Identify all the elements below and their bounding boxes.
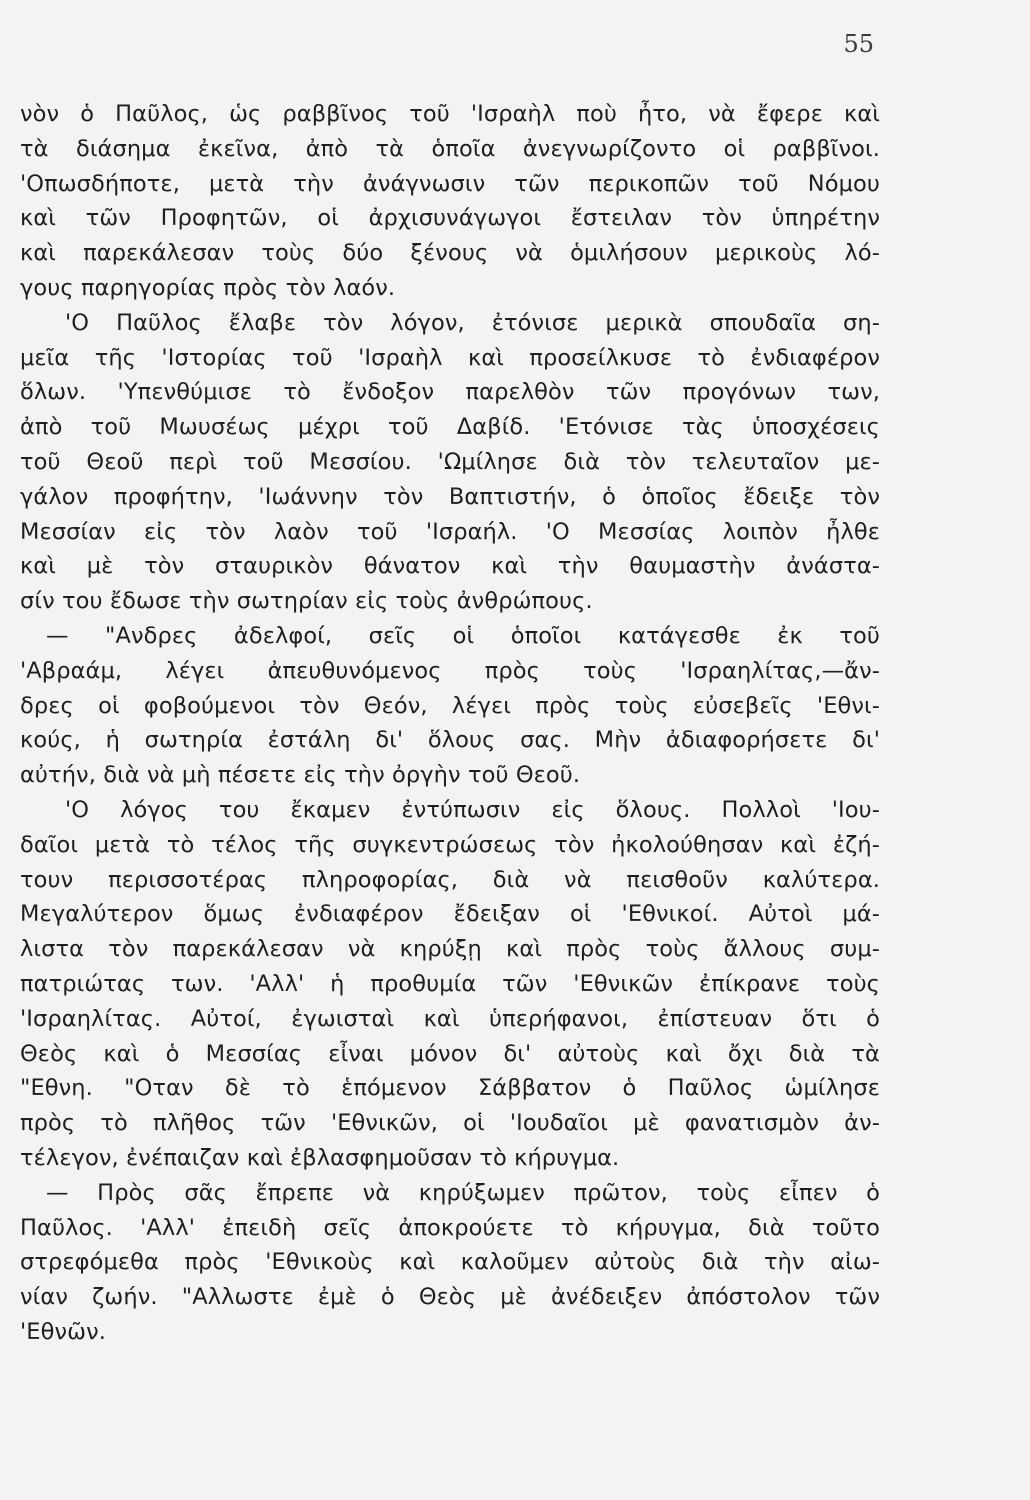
text-line: — "Ανδρες ἀδελφοί, σεῖς οἱ ὁποῖοι κατάγεσθε ἐκ τοῦ (46, 622, 880, 649)
text-line: καὶ παρεκάλεσαν τοὺς δύο ξένους νὰ ὁμιλήσουν μερικοὺς λό- (20, 240, 880, 267)
text-line: κούς, ἡ σωτηρία ἐστάλη δι' ὅλους σας. Μὴν ἀδιαφορήσετε δι' (20, 727, 880, 754)
text-line: νὸν ὁ Παῦλος, ὡς ραββῖνος τοῦ 'Ισραὴλ ποὺ ἦτο, νὰ ἔφερε καὶ (20, 101, 880, 127)
text-line: 'Ο Παῦλος ἔλαβε τὸν λόγον, ἐτόνισε μερικὰ σπουδαῖα ση- (65, 309, 880, 336)
text-line: 'Εθνῶν. (20, 1318, 106, 1345)
text-line: νίαν ζωήν. "Αλλωστε ἐμὲ ὁ Θεὸς μὲ ἀνέδειξεν ἀπόστολον τῶν (20, 1284, 880, 1311)
text-line: 'Ισραηλίτας. Αὐτοί, ἐγωισταὶ καὶ ὑπερήφανοι, ἐπίστευαν ὅτι ὁ (20, 1005, 880, 1032)
text-line: Παῦλος. 'Αλλ' ἐπειδὴ σεῖς ἀποκρούετε τὸ κήρυγμα, διὰ τοῦτο (20, 1214, 880, 1241)
text-line: Μεσσίαν εἰς τὸν λαὸν τοῦ 'Ισραήλ. 'Ο Μεσσίας λοιπὸν ἦλθε (20, 518, 880, 545)
text-line: τὰ διάσημα ἐκεῖνα, ἀπὸ τὰ ὁποῖα ἀνεγνωρίζοντο οἱ ραββῖνοι. (20, 135, 880, 162)
page-number: 55 (843, 30, 874, 58)
text-line: γάλον προφήτην, 'Ιωάννην τὸν Βαπτιστήν, ὁ ὁποῖος ἔδειξε τὸν (20, 483, 880, 510)
text-line: Μεγαλύτερον ὅμως ἐνδιαφέρον ἔδειξαν οἱ 'Εθνικοί. Αὐτοὶ μά- (20, 901, 880, 928)
text-line: — Πρὸς σᾶς ἔπρεπε νὰ κηρύξωμεν πρῶτον, τοὺς εἶπεν ὁ (46, 1179, 880, 1206)
text-line: ὅλων. 'Υπενθύμισε τὸ ἔνδοξον παρελθὸν τῶν προγόνων των, (20, 379, 880, 406)
text-line: πρὸς τὸ πλῆθος τῶν 'Εθνικῶν, οἱ 'Ιουδαῖοι μὲ φανατισμὸν ἀν- (20, 1110, 880, 1137)
text-line: δρες οἱ φοβούμενοι τὸν Θεόν, λέγει πρὸς τοὺς εὐσεβεῖς 'Εθνι- (20, 692, 880, 719)
text-line: τουν περισσοτέρας πληροφορίας, διὰ νὰ πεισθοῦν καλύτερα. (20, 866, 880, 893)
text-line: 'Αβραάμ, λέγει ἀπευθυνόμενος πρὸς τοὺς 'Ισραηλίτας,—ἄν- (20, 657, 880, 684)
body-text (20, 97, 880, 1350)
text-line: τοῦ Θεοῦ περὶ τοῦ Μεσσίου. 'Ωμίλησε διὰ τὸν τελευταῖον με- (20, 448, 880, 475)
text-line: στρεφόμεθα πρὸς 'Εθνικοὺς καὶ καλοῦμεν αὐτοὺς διὰ τὴν αἰω- (20, 1249, 880, 1276)
text-line: 'Οπωσδήποτε, μετὰ τὴν ἀνάγνωσιν τῶν περικοπῶν τοῦ Νόμου (20, 170, 880, 197)
text-line: δαῖοι μετὰ τὸ τέλος τῆς συγκεντρώσεως τὸν ἠκολούθησαν καὶ ἐζή- (20, 831, 880, 858)
text-line: γους παρηγορίας πρὸς τὸν λαόν. (20, 274, 396, 301)
text-line: Θεὸς καὶ ὁ Μεσσίας εἶναι μόνον δι' αὐτοὺς καὶ ὄχι διὰ τὰ (20, 1040, 880, 1067)
text-line: σίν του ἔδωσε τὴν σωτηρίαν εἰς τοὺς ἀνθρώπους. (20, 588, 593, 615)
text-line: καὶ μὲ τὸν σταυρικὸν θάνατον καὶ τὴν θαυμαστὴν ἀνάστα- (20, 553, 880, 580)
text-line: καὶ τῶν Προφητῶν, οἱ ἀρχισυνάγωγοι ἔστειλαν τὸν ὑπηρέτην (20, 205, 880, 232)
text-line: 'Ο λόγος του ἔκαμεν ἐντύπωσιν εἰς ὅλους. Πολλοὶ 'Ιου- (65, 796, 880, 823)
text-line: ἀπὸ τοῦ Μωυσέως μέχρι τοῦ Δαβίδ. 'Ετόνισε τὰς ὑποσχέσεις (20, 414, 880, 441)
text-line: μεῖα τῆς 'Ιστορίας τοῦ 'Ισραὴλ καὶ προσείλκυσε τὸ ἐνδιαφέρον (20, 344, 880, 371)
text-line: λιστα τὸν παρεκάλεσαν νὰ κηρύξῃ καὶ πρὸς τοὺς ἄλλους συμ- (20, 936, 880, 963)
text-line: τέλεγον, ἐνέπαιζαν καὶ ἐβλασφημοῦσαν τὸ κήρυγμα. (20, 1144, 620, 1171)
text-line: αὐτήν, διὰ νὰ μὴ πέσετε εἰς τὴν ὀργὴν τοῦ Θεοῦ. (20, 762, 581, 789)
text-line: πατριώτας των. 'Αλλ' ἡ προθυμία τῶν 'Εθνικῶν ἐπίκρανε τοὺς (20, 970, 880, 997)
text-line: "Εθνη. "Οταν δὲ τὸ ἑπόμενον Σάββατον ὁ Παῦλος ὡμίλησε (20, 1075, 880, 1102)
